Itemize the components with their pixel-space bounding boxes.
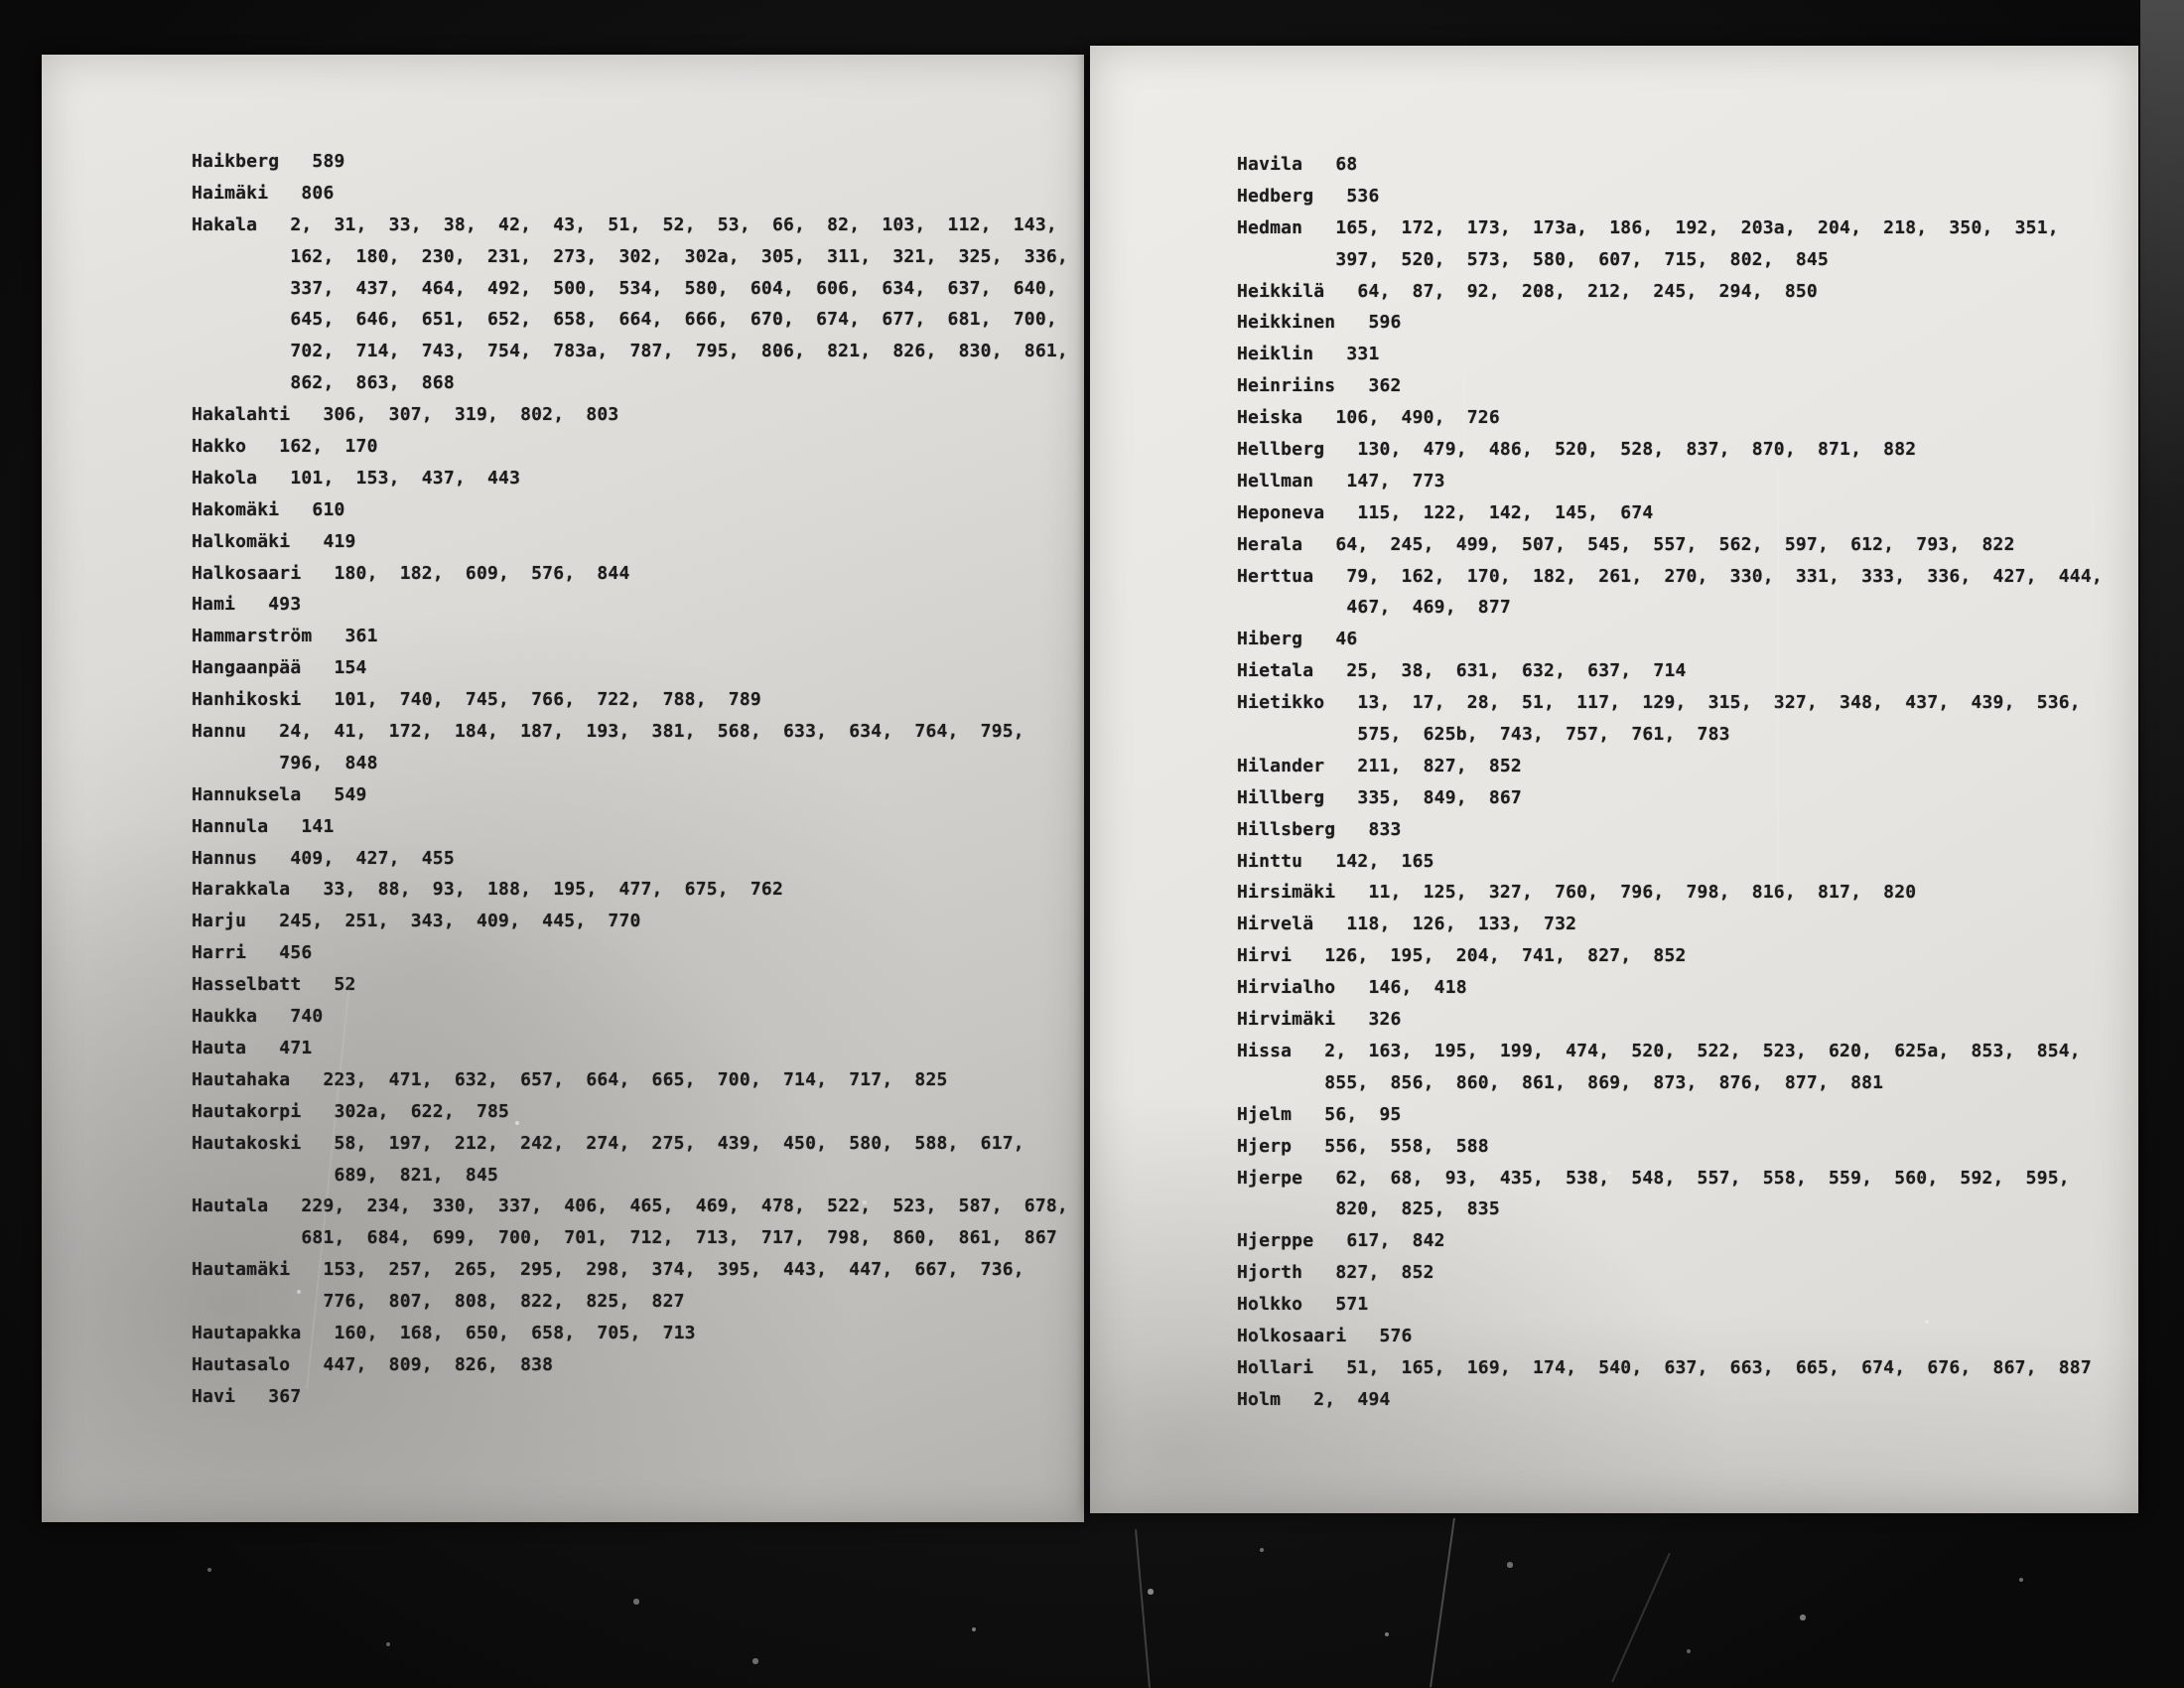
right-page-text bbox=[1090, 46, 2138, 1416]
index-entry-line: Hjerppe 617, 842 bbox=[1237, 1230, 1445, 1252]
index-continuation-line: 337, 437, 464, 492, 500, 534, 580, 604, 606, 634, 637, 640, bbox=[192, 277, 1057, 299]
index-entry-line: Hellberg 130, 479, 486, 520, 528, 837, 870, 871, 882 bbox=[1237, 439, 1917, 461]
index-entry-line: Hillsberg 833 bbox=[1237, 818, 1402, 840]
index-entry-line: Holkosaari 576 bbox=[1237, 1325, 1413, 1346]
index-entry-line: Heikkilä 64, 87, 92, 208, 212, 245, 294, 850 bbox=[1237, 280, 1818, 302]
index-entry-line: Hammarström 361 bbox=[192, 626, 378, 647]
scan-noise-specks bbox=[0, 0, 2, 2]
index-continuation-line: 689, 821, 845 bbox=[192, 1164, 499, 1186]
scan-scratch bbox=[1611, 1553, 1671, 1683]
index-entry-line: Heikkinen 596 bbox=[1237, 312, 1402, 334]
index-entry-line: Hjerp 556, 558, 588 bbox=[1237, 1135, 1489, 1157]
index-entry-line: Haikberg 589 bbox=[192, 151, 345, 172]
index-entry-line: Hollari 51, 165, 169, 174, 540, 637, 663, 665, 674, 676, 867, 887 bbox=[1237, 1356, 2092, 1378]
index-entry-line: Haimäki 806 bbox=[192, 182, 335, 204]
index-entry-line: Heinriins 362 bbox=[1237, 375, 1402, 397]
index-continuation-line: 820, 825, 835 bbox=[1237, 1198, 1500, 1220]
index-entry-line: Hiberg 46 bbox=[1237, 629, 1358, 650]
index-entry-line: Harri 456 bbox=[192, 942, 313, 964]
index-continuation-line: 397, 520, 573, 580, 607, 715, 802, 845 bbox=[1237, 248, 1829, 270]
index-entry-line: Heponeva 115, 122, 142, 145, 674 bbox=[1237, 501, 1654, 523]
index-entry-line: Halkosaari 180, 182, 609, 576, 844 bbox=[192, 562, 630, 584]
index-entry-line: Hirvimäki 326 bbox=[1237, 1009, 1402, 1031]
index-entry-line: Hinttu 142, 165 bbox=[1237, 850, 1434, 872]
index-continuation-line: 575, 625b, 743, 757, 761, 783 bbox=[1237, 724, 1730, 746]
index-entry-line: Hirvelä 118, 126, 133, 732 bbox=[1237, 914, 1577, 935]
index-entry-line: Hautala 229, 234, 330, 337, 406, 465, 469, 478, 522, 523, 587, 678, bbox=[192, 1196, 1068, 1217]
scan-scratch bbox=[1135, 1529, 1151, 1688]
scan-scratch bbox=[1777, 467, 1779, 894]
index-entry-line: Hannula 141 bbox=[192, 815, 335, 837]
index-entry-line: Hannu 24, 41, 172, 184, 187, 193, 381, 568, 633, 634, 764, 795, bbox=[192, 721, 1024, 743]
index-entry-line: Hautasalo 447, 809, 826, 838 bbox=[192, 1353, 554, 1375]
index-entry-line: Hjorth 827, 852 bbox=[1237, 1262, 1434, 1284]
index-entry-line: Hedberg 536 bbox=[1237, 185, 1380, 207]
index-entry-line: Harju 245, 251, 343, 409, 445, 770 bbox=[192, 911, 641, 932]
index-entry-line: Havi 367 bbox=[192, 1385, 302, 1407]
index-entry-line: Holm 2, 494 bbox=[1237, 1388, 1391, 1410]
index-continuation-line: 862, 863, 868 bbox=[192, 372, 455, 394]
index-entry-line: Hautakoski 58, 197, 212, 242, 274, 275, 439, 450, 580, 588, 617, bbox=[192, 1132, 1024, 1154]
index-entry-line: Hautahaka 223, 471, 632, 657, 664, 665, 700, 714, 717, 825 bbox=[192, 1068, 948, 1090]
index-entry-line: Harakkala 33, 88, 93, 188, 195, 477, 675, 762 bbox=[192, 879, 783, 901]
left-page-text bbox=[42, 55, 1084, 1413]
index-entry-line: Hjelm 56, 95 bbox=[1237, 1103, 1402, 1125]
index-entry-line: Hakala 2, 31, 33, 38, 42, 43, 51, 52, 53, 66, 82, 103, 112, 143, bbox=[192, 213, 1057, 235]
index-entry-line: Hirvialho 146, 418 bbox=[1237, 977, 1467, 999]
index-entry-line: Hilander 211, 827, 852 bbox=[1237, 755, 1522, 776]
scan-scratch bbox=[1463, 288, 1465, 596]
index-continuation-line: 796, 848 bbox=[192, 752, 378, 774]
index-entry-line: Hellman 147, 773 bbox=[1237, 470, 1445, 492]
index-entry-line: Hirsimäki 11, 125, 327, 760, 796, 798, 816, 817, 820 bbox=[1237, 882, 1917, 904]
index-entry-line: Hautakorpi 302a, 622, 785 bbox=[192, 1100, 510, 1122]
left-index-page bbox=[42, 55, 1084, 1522]
index-entry-line: Hasselbatt 52 bbox=[192, 974, 356, 996]
index-entry-line: Hanhikoski 101, 740, 745, 766, 722, 788, 789 bbox=[192, 689, 761, 711]
index-continuation-line: 855, 856, 860, 861, 869, 873, 876, 877, 881 bbox=[1237, 1071, 1884, 1093]
index-entry-line: Hakko 162, 170 bbox=[192, 436, 378, 458]
index-entry-line: Hangaanpää 154 bbox=[192, 657, 367, 679]
index-entry-line: Herala 64, 245, 499, 507, 545, 557, 562, 597, 612, 793, 822 bbox=[1237, 533, 2015, 555]
index-entry-line: Hjerpe 62, 68, 93, 435, 538, 548, 557, 558, 559, 560, 592, 595, bbox=[1237, 1167, 2070, 1189]
index-entry-line: Hami 493 bbox=[192, 594, 302, 616]
index-entry-line: Holkko 571 bbox=[1237, 1294, 1369, 1316]
index-continuation-line: 702, 714, 743, 754, 783a, 787, 795, 806, 821, 826, 830, 861, bbox=[192, 341, 1068, 362]
index-entry-line: Hannus 409, 427, 455 bbox=[192, 847, 455, 869]
index-continuation-line: 467, 469, 877 bbox=[1237, 597, 1511, 619]
index-entry-line: Hietala 25, 38, 631, 632, 637, 714 bbox=[1237, 660, 1687, 682]
index-entry-line: Hissa 2, 163, 195, 199, 474, 520, 522, 523, 620, 625a, 853, 854, bbox=[1237, 1040, 2081, 1061]
index-entry-line: Herttua 79, 162, 170, 182, 261, 270, 330, 331, 333, 336, 427, 444, bbox=[1237, 565, 2103, 587]
scan-scratch bbox=[1430, 1518, 1455, 1688]
index-entry-line: Hautamäki 153, 257, 265, 295, 298, 374, 395, 443, 447, 667, 736, bbox=[192, 1259, 1024, 1281]
index-entry-line: Hannuksela 549 bbox=[192, 783, 367, 805]
right-index-page bbox=[1090, 46, 2138, 1513]
index-entry-line: Hedman 165, 172, 173, 173a, 186, 192, 203a, 204, 218, 350, 351, bbox=[1237, 216, 2059, 238]
index-entry-line: Hillberg 335, 849, 867 bbox=[1237, 786, 1522, 808]
index-entry-line: Hakola 101, 153, 437, 443 bbox=[192, 467, 521, 489]
index-continuation-line: 681, 684, 699, 700, 701, 712, 713, 717, 798, 860, 861, 867 bbox=[192, 1227, 1057, 1249]
index-entry-line: Heiska 106, 490, 726 bbox=[1237, 407, 1500, 429]
index-entry-line: Hautapakka 160, 168, 650, 658, 705, 713 bbox=[192, 1322, 696, 1343]
index-entry-line: Hietikko 13, 17, 28, 51, 117, 129, 315, 327, 348, 437, 439, 536, bbox=[1237, 692, 2081, 714]
index-entry-line: Haukka 740 bbox=[192, 1006, 324, 1028]
index-continuation-line: 776, 807, 808, 822, 825, 827 bbox=[192, 1291, 685, 1313]
index-entry-line: Havila 68 bbox=[1237, 154, 1358, 175]
index-entry-line: Heiklin 331 bbox=[1237, 344, 1380, 365]
index-entry-line: Hakomäki 610 bbox=[192, 498, 345, 520]
index-entry-line: Hakalahti 306, 307, 319, 802, 803 bbox=[192, 404, 619, 426]
index-continuation-line: 645, 646, 651, 652, 658, 664, 666, 670, 674, 677, 681, 700, bbox=[192, 309, 1057, 331]
index-continuation-line: 162, 180, 230, 231, 273, 302, 302a, 305, 311, 321, 325, 336, bbox=[192, 245, 1068, 267]
index-entry-line: Hauta 471 bbox=[192, 1037, 313, 1058]
scan-edge-streak bbox=[2140, 0, 2184, 1688]
index-entry-line: Halkomäki 419 bbox=[192, 530, 356, 552]
index-entry-line: Hirvi 126, 195, 204, 741, 827, 852 bbox=[1237, 945, 1687, 967]
